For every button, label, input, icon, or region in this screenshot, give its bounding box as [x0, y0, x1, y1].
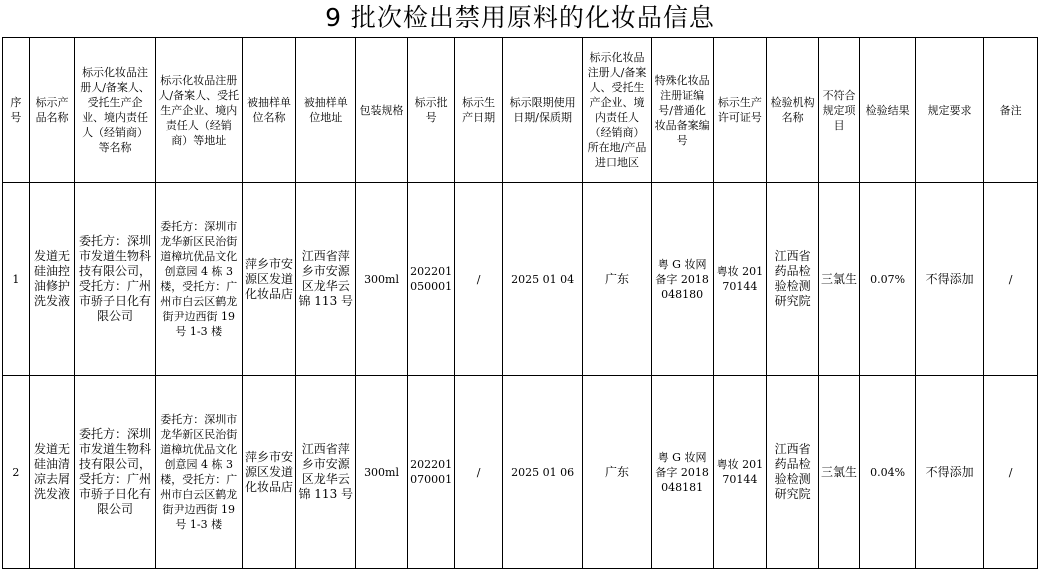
- table-cell: 发道无硅油清凉去屑洗发液: [29, 376, 74, 569]
- table-cell: 江西省药品检验检测研究院: [767, 376, 819, 569]
- table-cell: 江西省萍乡市安源区龙华云锦 113 号: [296, 183, 356, 376]
- table-cell: 粤妆 20170144: [713, 183, 767, 376]
- table-cell: /: [984, 376, 1038, 569]
- table-cell: /: [455, 376, 503, 569]
- table-cell: 江西省药品检验检测研究院: [767, 183, 819, 376]
- table-cell: 2: [3, 376, 30, 569]
- table-cell: 1: [3, 183, 30, 376]
- table-cell: 委托方：深圳市龙华新区民治街道樟坑优品文化创意园 4 栋 3 楼，受托方：广州市白云区鹤龙街尹边西街 19 号 1-3 楼: [155, 376, 242, 569]
- table-row: [3, 376, 1038, 569]
- table-cell: 江西省萍乡市安源区龙华云锦 113 号: [296, 376, 356, 569]
- header-cell: 标示产品名称: [29, 38, 74, 183]
- table-cell: 委托方：深圳市龙华新区民治街道樟坑优品文化创意园 4 栋 3 楼，受托方：广州市白云区鹤龙街尹边西街 19 号 1-3 楼: [155, 183, 242, 376]
- header-cell: 被抽样单位名称: [242, 38, 296, 183]
- header-cell: 特殊化妆品注册证编号/普通化妆品备案编号: [651, 38, 713, 183]
- table-cell: 202201050001: [407, 183, 455, 376]
- header-cell: 标示化妆品注册人/备案人、受托生产企业、境内责任人（经销商）所在地/产品进口地区: [583, 38, 651, 183]
- header-cell: 检验结果: [860, 38, 916, 183]
- table-cell: 委托方：深圳市发道生物科技有限公司，受托方：广州市骄子日化有限公司: [75, 376, 156, 569]
- table-header-row: [3, 38, 1038, 183]
- table-cell: 300ml: [356, 376, 408, 569]
- table-cell: 粤妆 20170144: [713, 376, 767, 569]
- table-cell: 不得添加: [915, 183, 983, 376]
- table-cell: 粤 G 妆网备字 2018048180: [651, 183, 713, 376]
- table-cell: 0.07%: [860, 183, 916, 376]
- table-cell: 三氯生: [818, 183, 859, 376]
- table-cell: /: [984, 183, 1038, 376]
- table-cell: 2025 01 04: [502, 183, 583, 376]
- table-cell: 粤 G 妆网备字 2018048181: [651, 376, 713, 569]
- table-cell: /: [455, 183, 503, 376]
- table-cell: 广东: [583, 376, 651, 569]
- table-cell: 0.04%: [860, 376, 916, 569]
- table-cell: 2025 01 06: [502, 376, 583, 569]
- page-title: 9 批次检出禁用原料的化妆品信息: [325, 3, 715, 32]
- product-table: [2, 37, 1038, 569]
- header-cell: 备注: [984, 38, 1038, 183]
- table-cell: 三氯生: [818, 376, 859, 569]
- table-cell: 委托方：深圳市发道生物科技有限公司，受托方：广州市骄子日化有限公司: [75, 183, 156, 376]
- header-cell: 标示化妆品注册人/备案人、受托生产企业、境内责任人（经销商）等名称: [75, 38, 156, 183]
- table-cell: 不得添加: [915, 376, 983, 569]
- header-cell: 标示生产日期: [455, 38, 503, 183]
- header-cell: 包装规格: [356, 38, 408, 183]
- table-row: [3, 183, 1038, 376]
- table-cell: 萍乡市安源区发道化妆品店: [242, 183, 296, 376]
- header-cell: 标示批号: [407, 38, 455, 183]
- header-cell: 规定要求: [915, 38, 983, 183]
- table-cell: 广东: [583, 183, 651, 376]
- header-cell: 不符合规定项目: [818, 38, 859, 183]
- header-cell: 序号: [3, 38, 30, 183]
- table-cell: 发道无硅油控油修护洗发液: [29, 183, 74, 376]
- table-cell: 300ml: [356, 183, 408, 376]
- table-cell: 萍乡市安源区发道化妆品店: [242, 376, 296, 569]
- table-cell: 202201070001: [407, 376, 455, 569]
- header-cell: 检验机构名称: [767, 38, 819, 183]
- header-cell: 标示生产许可证号: [713, 38, 767, 183]
- header-cell: 标示化妆品注册人/备案人、受托生产企业、境内责任人（经销商）等地址: [155, 38, 242, 183]
- header-cell: 被抽样单位地址: [296, 38, 356, 183]
- header-cell: 标示限期使用日期/保质期: [502, 38, 583, 183]
